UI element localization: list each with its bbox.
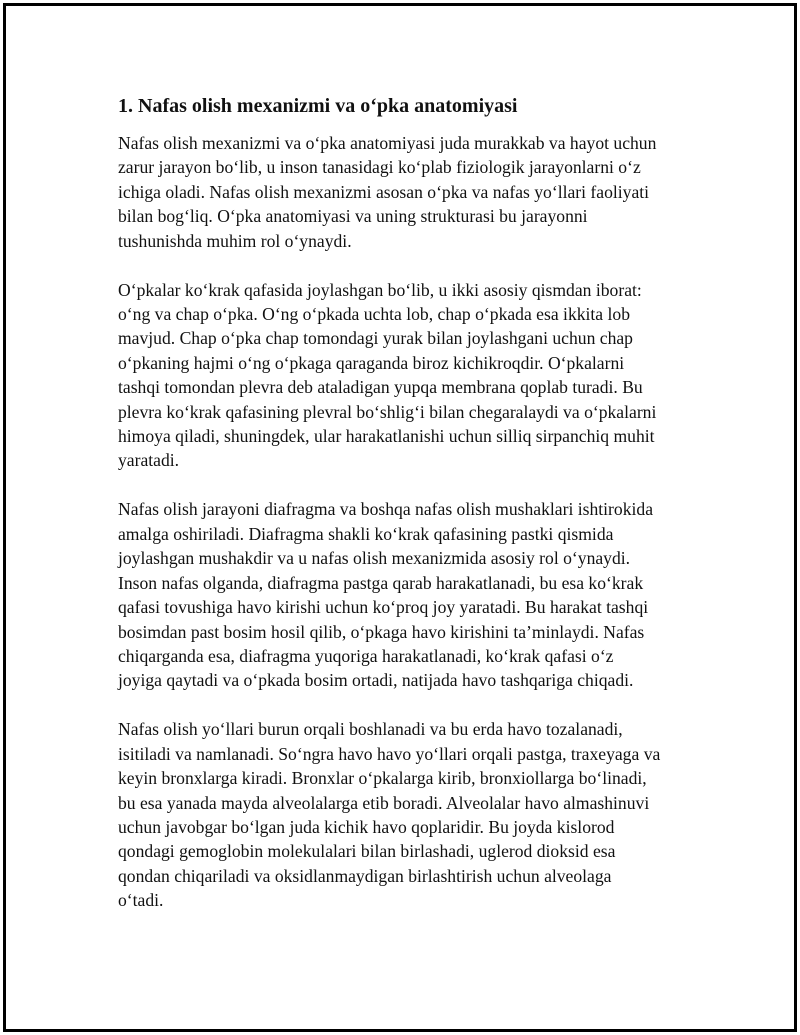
text-line: joylashgan mushakdir va u nafas olish mexanizmida asosiy rol o‘ynaydi. — [118, 548, 631, 569]
paragraph-2 — [118, 278, 698, 473]
text-line: O‘pkalar ko‘krak qafasida joylashgan bo‘lib, u ikki asosiy qismdan iborat: — [118, 279, 642, 300]
text-line: chiqarganda esa, diafragma yuqoriga harakatlanadi, ko‘krak qafasi o‘z — [118, 645, 614, 666]
text-line: qafasi tovushiga havo kirishi uchun ko‘proq joy yaratadi. Bu harakat tashqi — [118, 597, 649, 618]
text-line: joyiga qaytadi va o‘pkada bosim ortadi, natijada havo tashqariga chiqadi. — [118, 670, 634, 691]
text-line: bosimdan past bosim hosil qilib, o‘pkaga havo kirishini ta’minlaydi. Nafas — [118, 621, 645, 642]
paragraph-3 — [118, 497, 698, 692]
text-line: tushunishda muhim rol o‘ynaydi. — [118, 230, 352, 251]
text-line: Inson nafas olganda, diafragma pastga qarab harakatlanadi, bu esa ko‘krak — [118, 572, 644, 593]
paragraph-4 — [118, 717, 698, 912]
section-heading: 1. Nafas olish mexanizmi va o‘pka anatomiyasi — [118, 95, 518, 117]
text-line: bu esa yanada mayda alveolalarga etib boradi. Alveolalar havo almashinuvi — [118, 792, 650, 813]
text-line: tashqi tomondan plevra deb ataladigan yupqa membrana qoplab turadi. Bu — [118, 377, 643, 398]
document-body — [118, 92, 698, 937]
text-line: isitiladi va namlanadi. So‘ngra havo havo yo‘llari orqali pastga, traxeyaga va — [118, 743, 661, 764]
text-line: plevra ko‘krak qafasining plevral bo‘shlig‘i bilan chegaralaydi va o‘pkalarni — [118, 401, 657, 422]
text-line: o‘ng va chap o‘pka. O‘ng o‘pkada uchta lob, chap o‘pkada esa ikkita lob — [118, 304, 630, 325]
text-line: yaratadi. — [118, 450, 180, 471]
text-line: o‘tadi. — [118, 890, 164, 911]
text-line: mavjud. Chap o‘pka chap tomondagi yurak bilan joylashgani uchun chap — [118, 328, 633, 349]
text-line: Nafas olish yo‘llari burun orqali boshlanadi va bu erda havo tozalanadi, — [118, 719, 623, 740]
text-line: ichiga oladi. Nafas olish mexanizmi asosan o‘pka va nafas yo‘llari faoliyati — [118, 181, 650, 202]
text-line: Nafas olish jarayoni diafragma va boshqa nafas olish mushaklari ishtirokida — [118, 499, 654, 520]
paragraph-1 — [118, 131, 698, 253]
text-line: amalga oshiriladi. Diafragma shakli ko‘krak qafasining pastki qismida — [118, 523, 614, 544]
text-line: bilan bog‘liq. O‘pka anatomiyasi va uning strukturasi bu jarayonni — [118, 206, 588, 227]
text-line: o‘pkaning hajmi o‘ng o‘pkaga qaraganda biroz kichikroqdir. O‘pkalarni — [118, 352, 625, 373]
text-line: uchun javobgar bo‘lgan juda kichik havo qoplaridir. Bu joyda kislorod — [118, 816, 615, 837]
text-line: himoya qiladi, shuningdek, ular harakatlanishi uchun silliq sirpanchiq muhit — [118, 426, 655, 447]
text-line: zarur jarayon bo‘lib, u inson tanasidagi ko‘plab fiziologik jarayonlarni o‘z — [118, 157, 641, 178]
text-line: qondan chiqariladi va oksidlanmaydigan birlashtirish uchun alveolaga — [118, 865, 612, 886]
text-line: keyin bronxlarga kiradi. Bronxlar o‘pkalarga kirib, bronxiollarga bo‘linadi, — [118, 768, 647, 789]
text-line: Nafas olish mexanizmi va o‘pka anatomiyasi juda murakkab va hayot uchun — [118, 133, 657, 153]
text-line: qondagi gemoglobin molekulalari bilan birlashadi, uglerod dioksid esa — [118, 841, 616, 862]
